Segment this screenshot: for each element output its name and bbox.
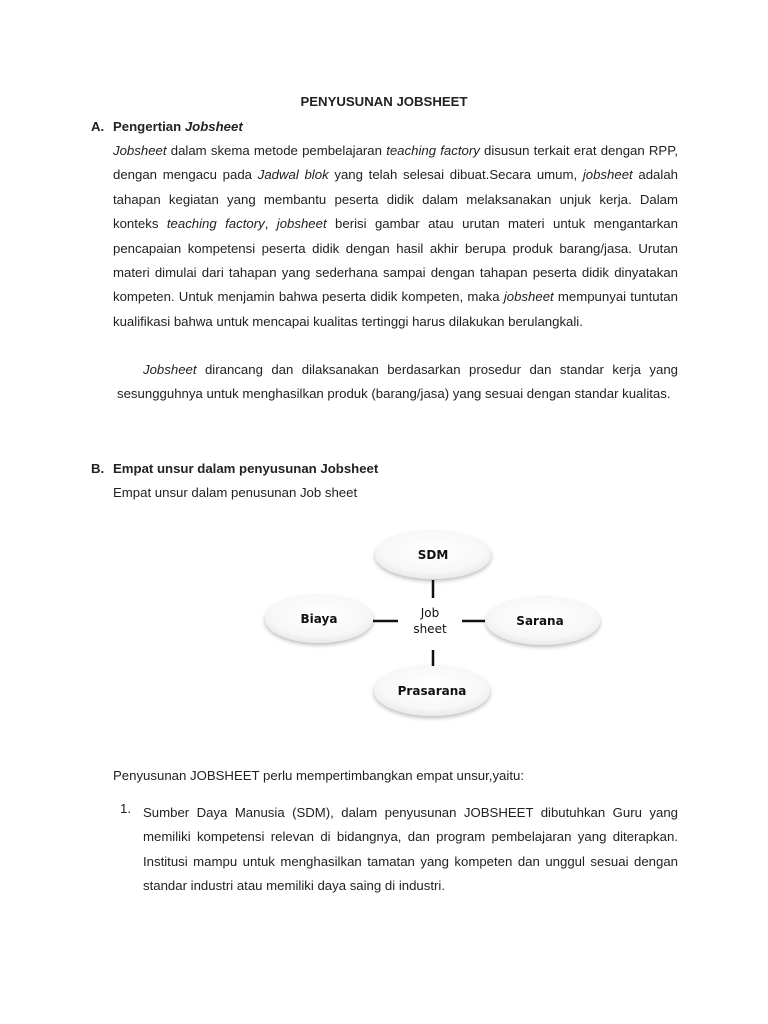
section-a-label-italic: Jobsheet [184, 119, 243, 134]
section-a-number: A. [91, 119, 105, 134]
section-a-heading [91, 119, 243, 134]
p1-italic-term: jobsheet [503, 289, 554, 305]
section-a-paragraph-2 [117, 358, 678, 407]
jobsheet-diagram [260, 525, 610, 725]
p1-text: , [264, 216, 277, 232]
p1-italic-term: teaching factory [386, 143, 480, 158]
p1-text: dalam skema metode pembelajaran [166, 143, 387, 158]
list-item-text: Sumber Daya Manusia (SDM), dalam penyusunan JOBSHEET dibutuhkan Guru yang memiliki kompetensi relevan di bidangnya, dan program pembelajaran yang diterapkan. Institusi mampu untuk menghasilkan tamatan yang kompeten dan unggul sesuai dengan standar industri atau memiliki daya saing di industri. [143, 805, 678, 894]
p1-italic-term: jobsheet [276, 216, 327, 232]
section-b-number: B. [91, 461, 105, 476]
p1-text: disusun terkait erat dengan RPP, dengan mengacu pada [113, 143, 678, 183]
prasarana-label: Prasarana [397, 684, 467, 698]
center-label-line2: sheet [413, 622, 447, 636]
p1-italic-term: Jadwal blok [257, 167, 329, 183]
sarana-label: Sarana [516, 614, 564, 628]
p1-text: yang telah selesai dibuat.Secara umum, [328, 167, 583, 183]
after-diagram-text: Penyusunan JOBSHEET perlu mempertimbangkan empat unsur,yaitu: [113, 768, 524, 783]
section-b-heading [91, 461, 378, 476]
p2-text: dirancang dan dilaksanakan berdasarkan prosedur dan standar kerja yang sesungguhnya untuk menghasilkan produk (barang/jasa) yang sesuai dengan standar kualitas. [117, 362, 678, 402]
p1-text: adalah tahapan kegiatan yang membantu peserta didik dalam melaksanakan unjuk kerja. Dalam konteks [113, 167, 678, 232]
section-a-paragraph-1 [113, 139, 678, 334]
p1-italic-term: teaching factory [166, 216, 265, 232]
biaya-label: Biaya [300, 612, 338, 626]
p2-italic-term: Jobsheet [143, 362, 197, 377]
p1-text: berisi gambar atau urutan materi untuk mengantarkan pencapaian kompetensi peserta didik dengan hasil akhir berupa produk barang/jasa. Urutan materi dimulai dari tahapan yang sederhana sampai dengan tahapan peserta didik dinyatakan kompeten. Untuk menjamin bahwa peserta didik kompeten, maka [113, 216, 678, 305]
section-b-label: Empat unsur dalam penyusunan Jobsheet [113, 461, 379, 476]
sdm-label: SDM [417, 548, 449, 562]
p1-italic-term: jobsheet [582, 167, 633, 183]
p1-text: mempunyai tuntutan kualifikasi bahwa untuk mencapai kualitas tertinggi harus dilakukan berulangkali. [113, 289, 678, 329]
document-title: PENYUSUNAN JOBSHEET [300, 94, 468, 109]
list-item-number: 1. [120, 801, 131, 816]
section-a-label: Pengertian [113, 119, 185, 134]
center-label-line1: Job [420, 606, 440, 620]
section-b-intro: Empat unsur dalam penusunan Job sheet [113, 485, 358, 500]
list-item [120, 801, 678, 899]
p1-italic-term: Jobsheet [113, 143, 167, 158]
